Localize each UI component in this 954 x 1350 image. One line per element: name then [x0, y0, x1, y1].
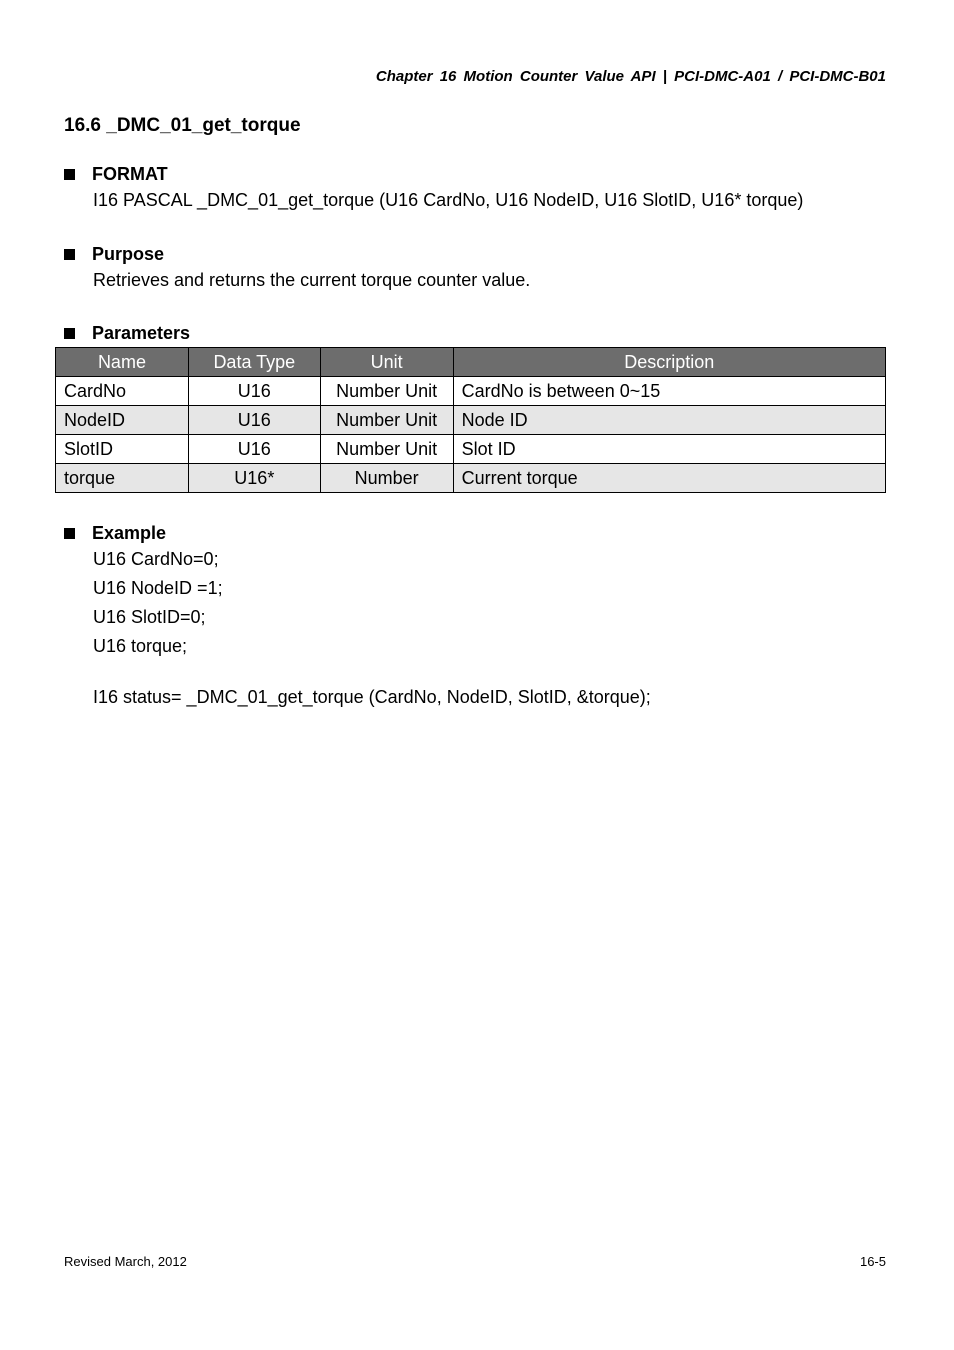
param-description: Current torque — [453, 464, 885, 493]
param-name: SlotID — [56, 435, 189, 464]
purpose-section — [64, 242, 530, 295]
param-description: CardNo is between 0~15 — [453, 377, 885, 406]
table-row — [56, 377, 886, 406]
example-heading: Example — [92, 522, 167, 543]
table-row — [56, 435, 886, 464]
table-header-row — [56, 348, 886, 377]
purpose-heading: Purpose — [92, 243, 165, 264]
example-call: I16 status= _DMC_01_get_torque (CardNo, NodeID, SlotID, &torque); — [93, 687, 651, 707]
format-section — [64, 162, 803, 215]
example-line: U16 CardNo=0; — [93, 549, 219, 569]
parameters-heading: Parameters — [92, 322, 191, 343]
param-unit: Number Unit — [320, 377, 453, 406]
square-bullet-icon — [64, 249, 75, 260]
param-description: Node ID — [453, 406, 885, 435]
square-bullet-icon — [64, 528, 75, 539]
column-header-name: Name — [56, 348, 189, 377]
purpose-text: Retrieves and returns the current torque counter value. — [93, 270, 531, 290]
parameters-table — [55, 347, 886, 493]
param-name: CardNo — [56, 377, 189, 406]
square-bullet-icon — [64, 169, 75, 180]
table-row — [56, 464, 886, 493]
param-unit: Number Unit — [320, 406, 453, 435]
param-type: U16 — [188, 377, 320, 406]
param-unit: Number — [320, 464, 453, 493]
footer-revision: Revised March, 2012 — [64, 1254, 187, 1269]
column-header-description: Description — [453, 348, 885, 377]
param-name: NodeID — [56, 406, 189, 435]
format-signature: I16 PASCAL _DMC_01_get_torque (U16 CardNo, U16 NodeID, U16 SlotID, U16* torque) — [93, 190, 804, 210]
param-type: U16 — [188, 435, 320, 464]
param-name: torque — [56, 464, 189, 493]
column-header-unit: Unit — [320, 348, 453, 377]
parameters-section — [64, 321, 190, 345]
param-description: Slot ID — [453, 435, 885, 464]
page-header: Chapter 16 Motion Counter Value API | PCI-DMC-A01 / PCI-DMC-B01 — [375, 68, 886, 85]
param-unit: Number Unit — [320, 435, 453, 464]
example-line: U16 SlotID=0; — [93, 607, 206, 627]
param-type: U16 — [188, 406, 320, 435]
table-row — [56, 406, 886, 435]
column-header-data-type: Data Type — [188, 348, 320, 377]
example-line: U16 torque; — [93, 636, 188, 656]
section-title: 16.6 _DMC_01_get_torque — [64, 115, 301, 136]
example-section — [64, 521, 651, 712]
format-heading: FORMAT — [92, 163, 168, 184]
square-bullet-icon — [64, 328, 75, 339]
param-type: U16* — [188, 464, 320, 493]
footer-page-number: 16-5 — [859, 1254, 886, 1269]
example-line: U16 NodeID =1; — [93, 578, 223, 598]
